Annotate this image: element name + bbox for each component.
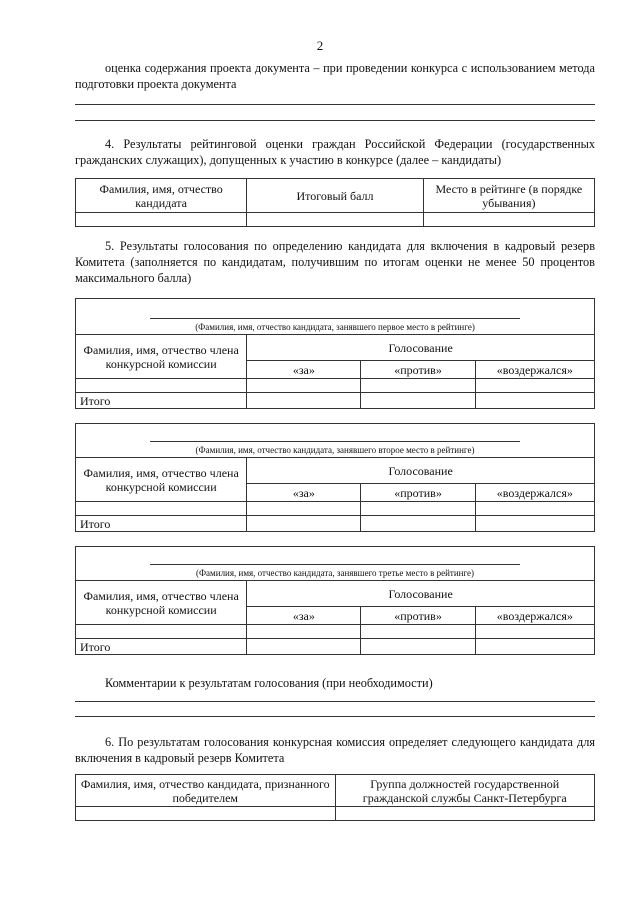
voting-header: Голосование — [247, 458, 595, 484]
vote-for-header: «за» — [247, 484, 361, 502]
comments-text: Комментарии к результатам голосования (при необходимости) — [105, 676, 433, 690]
table-cell[interactable] — [475, 625, 594, 639]
fill-line — [75, 120, 595, 121]
rating-table — [75, 178, 595, 227]
candidate-caption: (Фамилия, имя, отчество кандидата, занявшего второе место в рейтинге) — [150, 441, 520, 457]
section6-text: 6. По результатам голосования конкурсная комиссия определяет следующего кандидата для включения в кадровый резерв Комитета — [75, 735, 595, 765]
intro-text: оценка содержания проекта документа – при проведении конкурса с использованием метода подготовки проекта документа — [75, 61, 595, 91]
table-cell[interactable] — [475, 516, 594, 532]
table-cell[interactable] — [247, 393, 361, 409]
vote-abstain-header: «воздержался» — [475, 484, 594, 502]
winner-header-group: Группа должностей государственной гражданской службы Санкт-Петербурга — [335, 775, 595, 807]
winner-header-name: Фамилия, имя, отчество кандидата, признанного победителем — [76, 775, 336, 807]
table-cell[interactable] — [247, 379, 361, 393]
candidate-caption: (Фамилия, имя, отчество кандидата, занявшего третье место в рейтинге) — [150, 564, 520, 580]
table-cell[interactable] — [247, 516, 361, 532]
voting-table-first — [75, 298, 595, 409]
fill-line — [75, 716, 595, 717]
vote-abstain-header: «воздержался» — [475, 361, 594, 379]
fill-line — [75, 701, 595, 702]
table-cell[interactable] — [76, 379, 247, 393]
table-cell[interactable] — [475, 502, 594, 516]
vote-for-header: «за» — [247, 361, 361, 379]
voting-header: Голосование — [247, 581, 595, 607]
table-cell[interactable] — [361, 625, 475, 639]
fill-line — [75, 104, 595, 105]
table-cell[interactable] — [76, 807, 336, 821]
table-cell[interactable] — [247, 502, 361, 516]
voting-table-second — [75, 423, 595, 532]
section4-text: 4. Результаты рейтинговой оценки граждан Российской Федерации (государственных гражданских служащих), допущенных к участию в конкурсе (далее – кандидаты) — [75, 137, 595, 167]
table-cell[interactable] — [247, 213, 423, 227]
section5-text: 5. Результаты голосования по определению кандидата для включения в кадровый резерв Комитета (заполняется по кандидатам, получившим по итогам оценки не менее 50 процентов максимального балла) — [75, 239, 595, 285]
table-cell[interactable] — [247, 625, 361, 639]
candidate-caption-cell[interactable] — [76, 424, 595, 458]
member-header: Фамилия, имя, отчество члена конкурсной комиссии — [76, 581, 247, 625]
table-cell[interactable] — [361, 502, 475, 516]
vote-against-header: «против» — [361, 484, 475, 502]
candidate-caption-cell[interactable] — [76, 299, 595, 335]
vote-against-header: «против» — [361, 607, 475, 625]
candidate-caption-cell[interactable] — [76, 547, 595, 581]
table-cell[interactable] — [335, 807, 595, 821]
member-header: Фамилия, имя, отчество члена конкурсной комиссии — [76, 458, 247, 502]
winner-table — [75, 774, 595, 821]
vote-against-header: «против» — [361, 361, 475, 379]
vote-abstain-header: «воздержался» — [475, 607, 594, 625]
table-cell[interactable] — [361, 393, 475, 409]
table-cell[interactable] — [475, 393, 594, 409]
member-header: Фамилия, имя, отчество члена конкурсной комиссии — [76, 335, 247, 379]
candidate-caption: (Фамилия, имя, отчество кандидата, занявшего первое место в рейтинге) — [150, 318, 520, 334]
table-cell[interactable] — [361, 639, 475, 655]
total-label: Итого — [76, 639, 247, 655]
rating-header-score: Итоговый балл — [247, 179, 423, 213]
table-cell[interactable] — [247, 639, 361, 655]
total-label: Итого — [76, 393, 247, 409]
rating-header-name: Фамилия, имя, отчество кандидата — [76, 179, 247, 213]
table-cell[interactable] — [361, 379, 475, 393]
table-cell[interactable] — [76, 502, 247, 516]
rating-header-place: Место в рейтинге (в порядке убывания) — [423, 179, 594, 213]
page-number: 2 — [316, 38, 324, 53]
voting-table-third — [75, 546, 595, 655]
voting-header: Голосование — [247, 335, 595, 361]
table-cell[interactable] — [76, 213, 247, 227]
vote-for-header: «за» — [247, 607, 361, 625]
table-cell[interactable] — [361, 516, 475, 532]
table-cell[interactable] — [475, 639, 594, 655]
total-label: Итого — [76, 516, 247, 532]
table-cell[interactable] — [475, 379, 594, 393]
table-cell[interactable] — [76, 625, 247, 639]
table-cell[interactable] — [423, 213, 594, 227]
